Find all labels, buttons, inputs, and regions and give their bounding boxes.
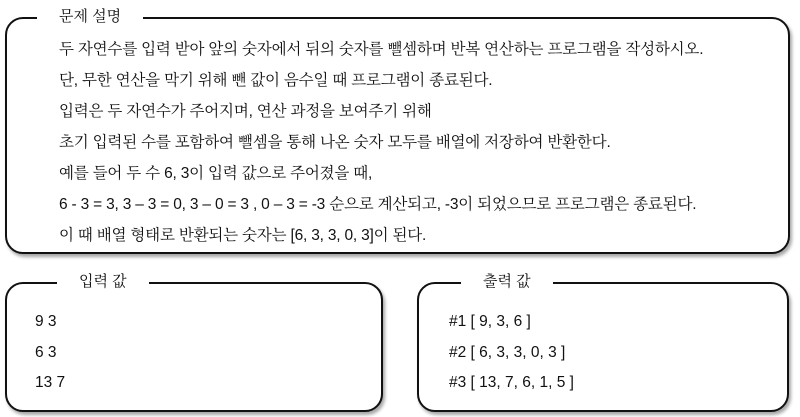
problem-line: 예를 들어 두 수 6, 3이 입력 값으로 주어졌을 때,: [59, 165, 373, 182]
problem-line: 6 - 3 = 3, 3 – 3 = 0, 3 – 0 = 3 , 0 – 3 = -3 순으로 계산되고, -3이 되었으므로 프로그램은 종료된다.: [59, 196, 697, 213]
input-values-title: 입력 값: [57, 272, 149, 292]
output-row: #3 [ 13, 7, 6, 1, 5 ]: [449, 374, 574, 391]
input-row: 6 3: [35, 344, 57, 361]
problem-line: 이 때 배열 형태로 반환되는 숫자는 [6, 3, 3, 0, 3]이 된다.: [59, 227, 427, 244]
output-values-panel: [417, 273, 789, 412]
problem-line: 두 자연수를 입력 받아 앞의 숫자에서 뒤의 숫자를 뺄셈하며 반복 연산하는 프로그램을 작성하시오.: [59, 41, 704, 58]
problem-line: 초기 입력된 수를 포함하여 뺄셈을 통해 나온 숫자 모두를 배열에 저장하여 반환한다.: [59, 134, 611, 151]
input-values-panel: [5, 273, 383, 412]
problem-line: 입력은 두 자연수가 주어지며, 연산 과정을 보여주기 위해: [59, 103, 432, 120]
output-values-title: 출력 값: [461, 272, 553, 292]
input-row: 13 7: [35, 374, 66, 391]
output-row: #1 [ 9, 3, 6 ]: [449, 313, 531, 330]
problem-description-panel: [5, 8, 790, 254]
output-row: #2 [ 6, 3, 3, 0, 3 ]: [449, 344, 566, 361]
problem-description-title: 문제 설명: [37, 7, 143, 27]
problem-line: 단, 무한 연산을 막기 위해 뺀 값이 음수일 때 프로그램이 종료된다.: [59, 72, 493, 89]
input-row: 9 3: [35, 313, 57, 330]
